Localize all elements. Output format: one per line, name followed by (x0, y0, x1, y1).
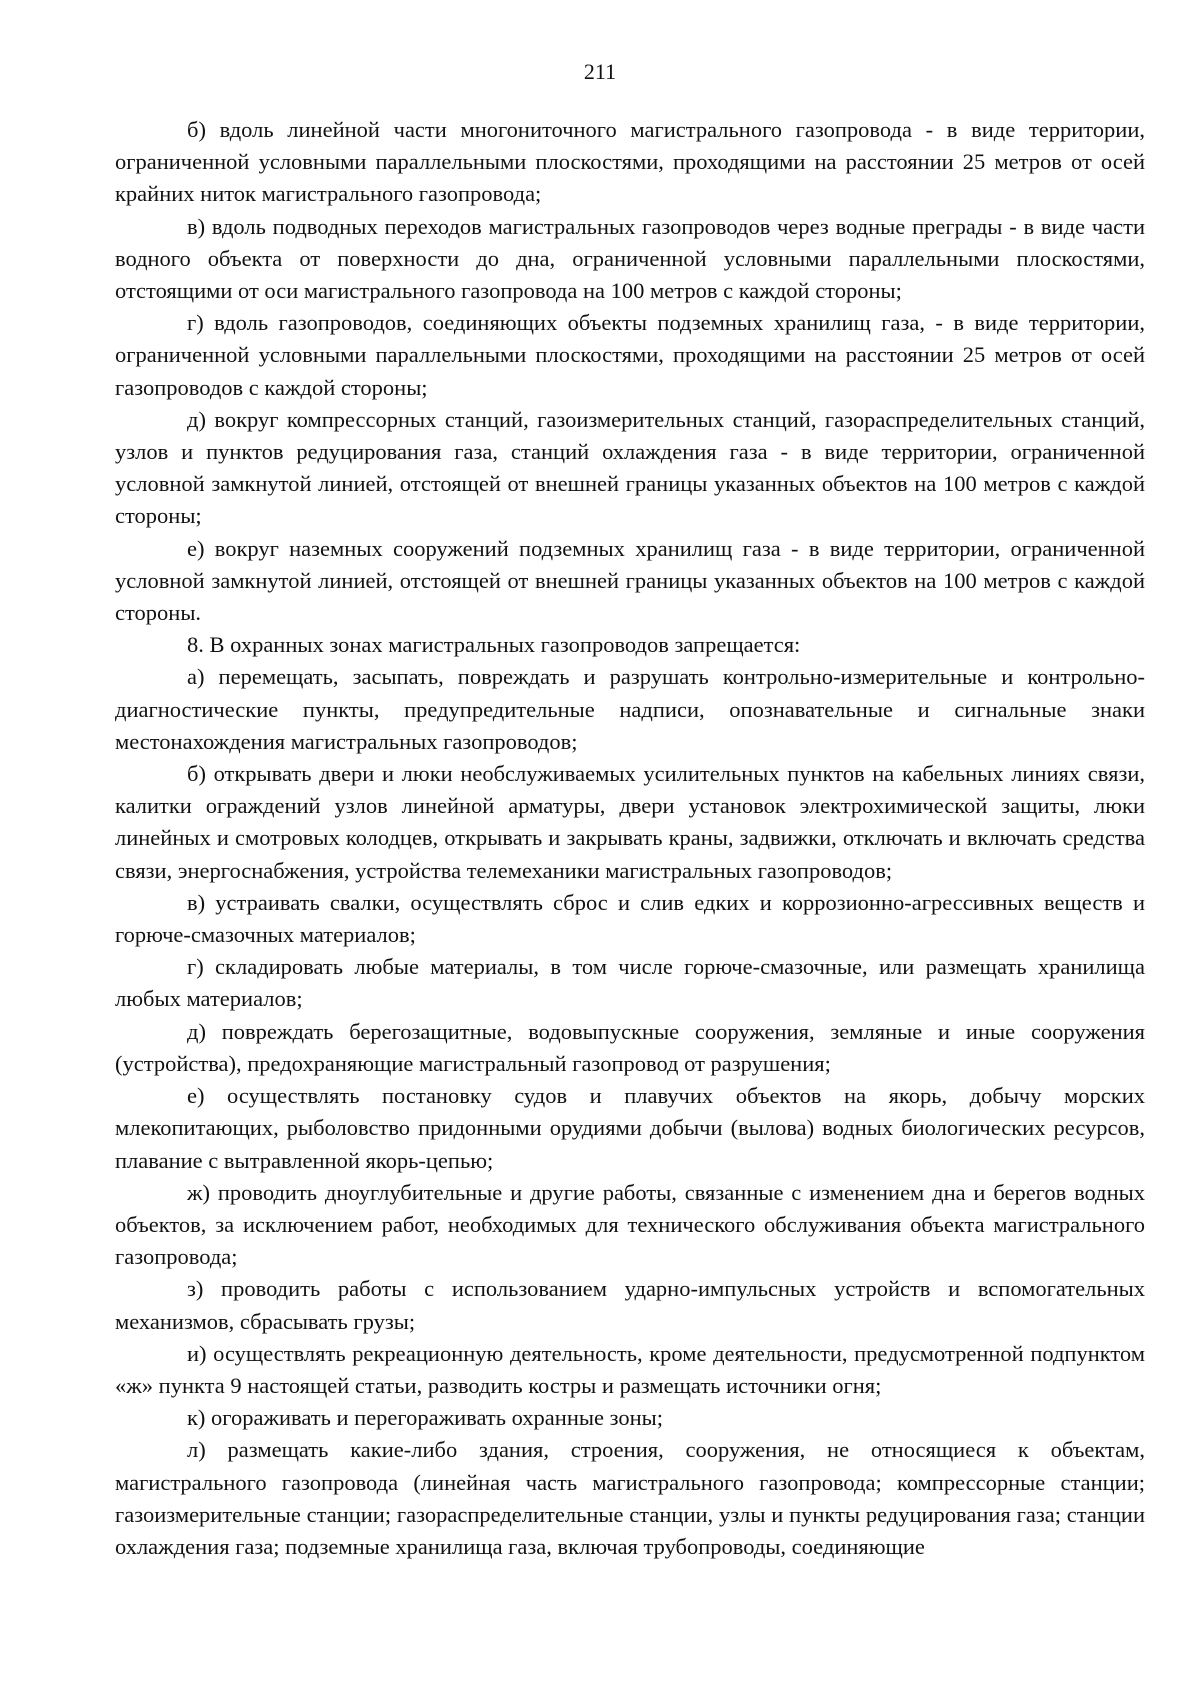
paragraph: з) проводить работы с использованием ударно-импульсных устройств и вспомогательных механизмов, сбрасывать грузы; (115, 1276, 1145, 1334)
paragraph: к) огораживать и перегораживать охранные зоны; (187, 1405, 664, 1431)
paragraph: д) вокруг компрессорных станций, газоизмерительных станций, газораспределительных станций, узлов и пунктов редуцирования газа, станций охлаждения газа - в виде территории, ограниченной условной замкнутой линией, отстоящей от внешней границы указанных объектов на 100 метров с каждой стороны; (115, 406, 1145, 529)
document-body (115, 114, 1145, 1563)
paragraph: в) устраивать свалки, осуществлять сброс и слив едких и коррозионно-агрессивных веществ и горюче-смазочных материалов; (115, 889, 1145, 948)
paragraph: г) складировать любые материалы, в том числе горюче-смазочные, или размещать хранилища любых материалов; (115, 954, 1145, 1012)
page-number: 211 (583, 59, 617, 84)
paragraph: д) повреждать берегозащитные, водовыпускные сооружения, земляные и иные сооружения (устройства), предохраняющие магистральный газопровод от разрушения; (115, 1018, 1145, 1076)
paragraph: б) открывать двери и люки необслуживаемых усилительных пунктов на кабельных линиях связи, калитки ограждений узлов линейной арматуры, двери установок электрохимической защиты, люки линейных и смотровых колодцев, открывать и закрывать краны, задвижки, отключать и включать средства связи, энергоснабжения, устройства телемеханики магистральных газопроводов; (115, 761, 1145, 883)
paragraph: е) осуществлять постановку судов и плавучих объектов на якорь, добычу морских млекопитающих, рыболовство придонными орудиями добычи (вылова) водных биологических ресурсов, плавание с вытравленной якорь-цепью; (115, 1083, 1145, 1173)
paragraph: 8. В охранных зонах магистральных газопроводов запрещается: (187, 632, 801, 658)
paragraph: е) вокруг наземных сооружений подземных хранилищ газа - в виде территории, ограниченной условной замкнутой линией, отстоящей от внешней границы указанных объектов на 100 метров с каждой стороны. (115, 535, 1145, 626)
paragraph: в) вдоль подводных переходов магистральных газопроводов через водные преграды - в виде части водного объекта от поверхности до дна, ограниченной условными параллельными плоскостями, отстоящими от оси магистрального газопровода на 100 метров с каждой стороны; (115, 213, 1145, 304)
paragraph: ж) проводить дноуглубительные и другие работы, связанные с изменением дна и берегов водных объектов, за исключением работ, необходимых для технического обслуживания объекта магистрального газопровода; (115, 1179, 1145, 1270)
paragraph: а) перемещать, засыпать, повреждать и разрушать контрольно-измерительные и контрольно-диагностические пункты, предупредительные надписи, опознавательные и сигнальные знаки местонахождения магистральных газопроводов; (115, 664, 1145, 754)
paragraph: б) вдоль линейной части многониточного магистрального газопровода - в виде территории, ограниченной условными параллельными плоскостями, проходящими на расстоянии 25 метров от осей крайних ниток магистрального газопровода; (115, 117, 1145, 207)
paragraph: л) размещать какие-либо здания, строения, сооружения, не относящиеся к объектам, магистрального газопровода (линейная часть магистрального газопровода; компрессорные станции; газоизмерительные станции; газораспределительные станции, узлы и пункты редуцирования газа; станции охлаждения газа; подземные хранилища газа, включая трубопроводы, соединяющие (115, 1437, 1145, 1559)
paragraph: и) осуществлять рекреационную деятельность, кроме деятельности, предусмотренной подпунктом «ж» пункта 9 настоящей статьи, разводить костры и размещать источники огня; (115, 1340, 1145, 1398)
paragraph: г) вдоль газопроводов, соединяющих объекты подземных хранилищ газа, - в виде территории, ограниченной условными параллельными плоскостями, проходящими на расстоянии 25 метров от осей газопроводов с каждой стороны; (115, 310, 1145, 400)
